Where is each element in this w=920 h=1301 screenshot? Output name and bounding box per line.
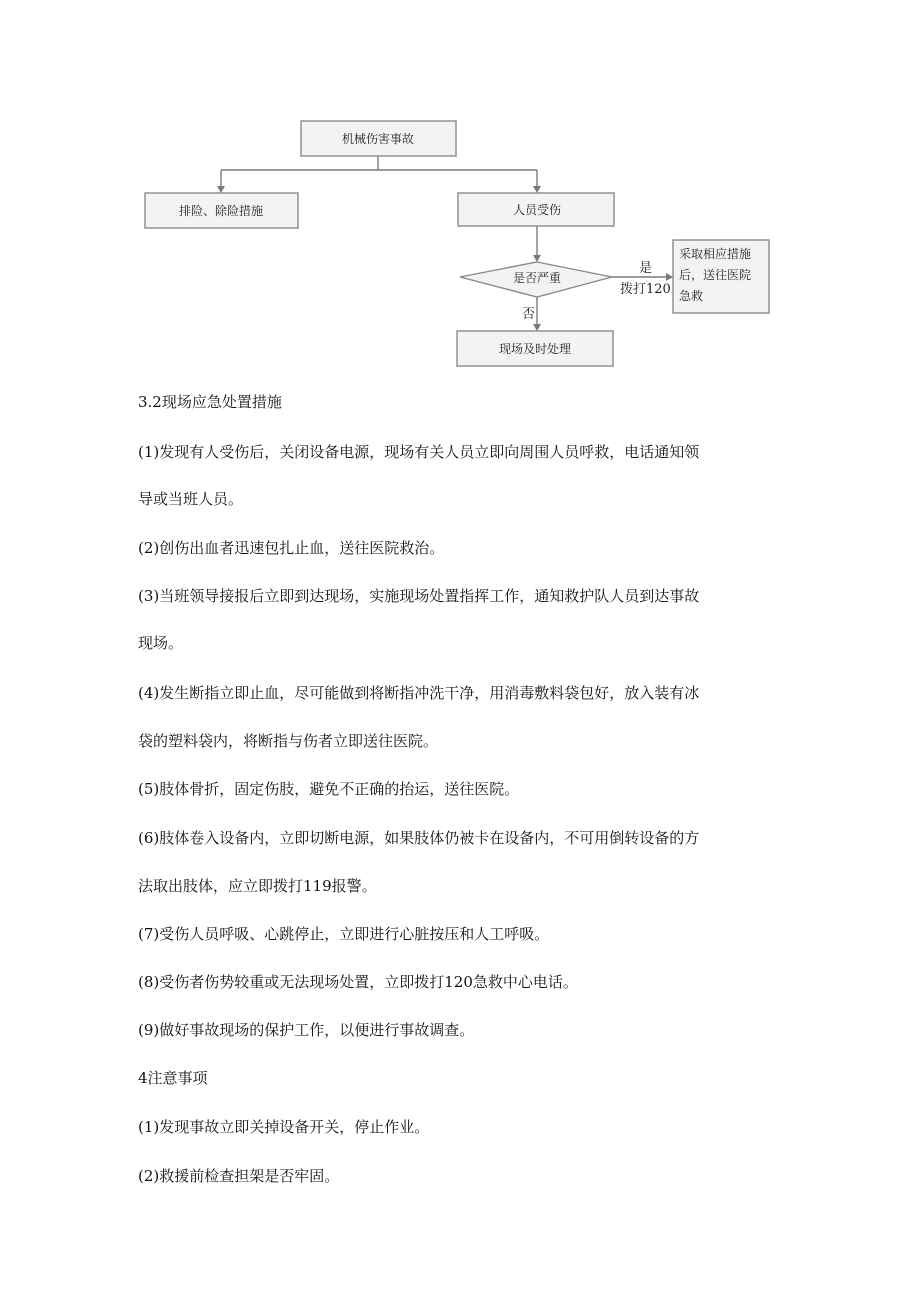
section-3-2-heading: 3.2现场应急处置措施: [138, 393, 282, 411]
body-line: 导或当班人员。: [138, 490, 244, 508]
edge-no-label: 否: [522, 307, 536, 322]
node-right-branch-label: 人员受伤: [512, 203, 562, 217]
body-line: 现场。: [138, 634, 184, 652]
body-line: (4)发生断指立即止血，尽可能做到将断指冲洗干净，用消毒敷料袋包好，放入装有冰: [138, 684, 700, 702]
body-line: (6)肢体卷入设备内，立即切断电源，如果肢体仍被卡在设备内，不可用倒转设备的方: [138, 829, 700, 847]
node-no-result: [457, 331, 613, 366]
node-right-branch: [458, 193, 614, 226]
node-decision-label: 是否严重: [512, 271, 562, 285]
node-yes-result-line-3: 急救: [679, 289, 704, 303]
node-yes-result: [673, 240, 769, 313]
node-yes-result-line-1: 采取相应措施: [679, 247, 752, 261]
body-line: (9)做好事故现场的保护工作，以便进行事故调查。: [138, 1021, 475, 1039]
edge-yes-label: 是: [639, 261, 653, 276]
body-line: (1)发现事故立即关掉设备开关，停止作业。: [138, 1118, 430, 1136]
body-line: (3)当班领导接报后立即到达现场，实施现场处置指挥工作，通知救护队人员到达事故: [138, 587, 700, 605]
node-yes-result-line-2: 后，送往医院: [679, 268, 752, 282]
node-decision: [460, 262, 612, 297]
body-line: (8)受伤者伤势较重或无法现场处置，立即拨打120急救中心电话。: [138, 973, 578, 991]
body-line: (2)创伤出血者迅速包扎止血，送往医院救治。: [138, 539, 445, 557]
node-no-result-label: 现场及时处理: [498, 342, 572, 356]
flowchart: [0, 0, 920, 380]
body-line: (7)受伤人员呼吸、心跳停止，立即进行心脏按压和人工呼吸。: [138, 925, 550, 943]
body-line: 袋的塑料袋内，将断指与伤者立即送往医院。: [138, 732, 439, 750]
node-left-branch-label: 排险、除险措施: [178, 204, 264, 218]
body-line: (5)肢体骨折，固定伤肢，避免不正确的抬运，送往医院。: [138, 780, 520, 798]
body-line: (2)救援前检查担架是否牢固。: [138, 1167, 340, 1185]
node-root: [301, 121, 456, 156]
body-line: 法取出肢体，应立即拨打119报警。: [138, 877, 377, 895]
section-4-heading: 4注意事项: [138, 1069, 208, 1087]
node-left-branch: [145, 193, 298, 228]
node-root-label: 机械伤害事故: [341, 132, 415, 146]
flowchart-connectors: [221, 156, 672, 328]
body-line: (1)发现有人受伤后，关闭设备电源，现场有关人员立即向周围人员呼救，电话通知领: [138, 443, 700, 461]
edge-yes-action: 拨打120: [620, 282, 671, 297]
